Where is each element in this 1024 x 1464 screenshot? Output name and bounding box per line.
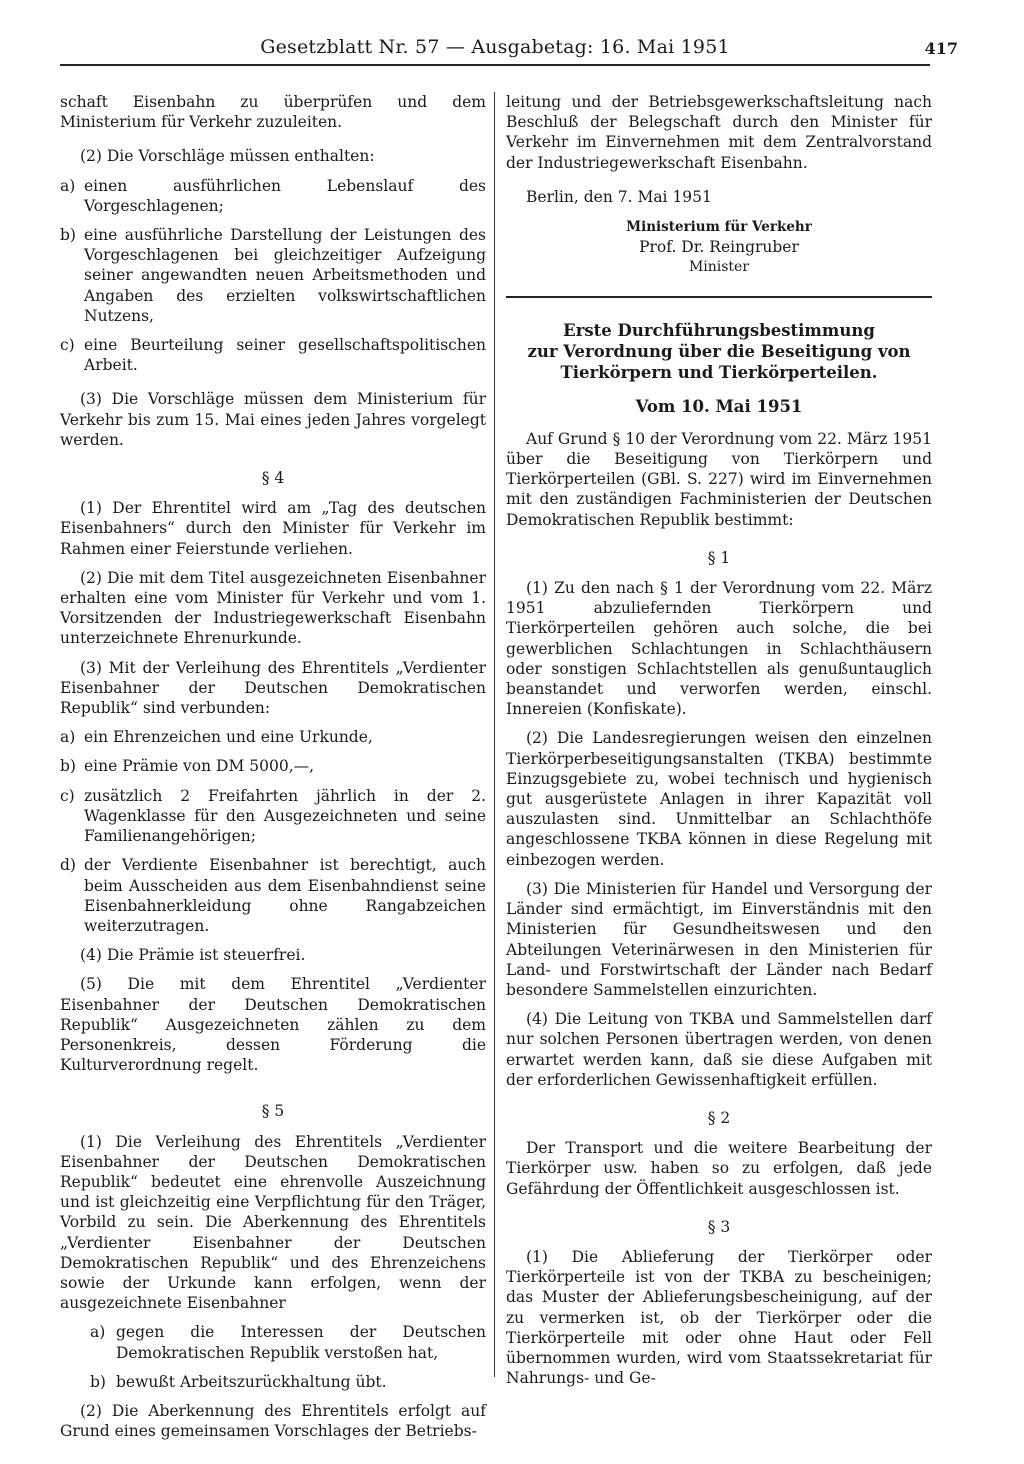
list-marker: b)	[90, 1372, 106, 1391]
list-item	[60, 225, 486, 326]
document-title	[506, 320, 932, 383]
section-3-heading: § 3	[707, 1217, 731, 1236]
section-4-paragraph-4: (4) Die Prämie ist steuerfrei.	[80, 946, 306, 965]
section-4-paragraph-5: (5) Die mit dem Ehrentitel „Verdienter Eisenbahner der Deutschen Demokratischen Republik“ Ausgezeichneten zählen zu dem Personenkreis, dessen Förderung die Kulturverordnung regelt.	[60, 975, 486, 1075]
list-marker: d)	[60, 856, 76, 875]
document-title-line: Tierkörpern und Tierkörperteilen.	[560, 362, 878, 382]
document-date: Vom 10. Mai 1951	[635, 396, 803, 416]
section-3-paragraph-1: (1) Die Ablieferung der Tierkörper oder Tierkörperteile ist von der TKBA zu bescheinigen; das Muster der Ablieferungsbescheinigung, auf der zu vermerken ist, ob der Tierkörper oder die Tierkörperteile mit oder ohne Haut oder Fell übernommen wurden, wird vom Staatssekretariat für Nahrungs- und Ge-	[506, 1247, 932, 1388]
section-5-paragraph-1: (1) Die Verleihung des Ehrentitels „Verdienter Eisenbahner der Deutschen Demokratischen Republik“ bedeutet eine ehrenvolle Auszeichnung und ist gleichzeitig eine Verpflichtung für den Träger, Vorbild zu sein. Die Aberkennung des Ehrentitels „Verdienter Eisenbahner der Deutschen Demokratischen Republik“ und des Ehrenzeichens sowie der Urkunde kann erfolgen, wenn der ausgezeichnete Eisenbahner	[60, 1132, 486, 1313]
left-column	[60, 92, 486, 1441]
section-1-paragraph-3: (3) Die Ministerien für Handel und Versorgung der Länder sind ermächtigt, im Einverständnis mit den Ministerien für Gesundheitswesen und den Abteilungen Veterinärwesen in den Ministerien für Land- und Forstwirtschaft der Länder nach Bedarf besondere Sammelstellen einzurichten.	[506, 879, 932, 999]
page-header	[60, 36, 958, 66]
section-2-paragraph-1: Der Transport und die weitere Bearbeitung der Tierkörper usw. haben so zu erfolgen, daß jede Gefährdung der Öffentlichkeit ausgeschlossen ist.	[506, 1139, 932, 1198]
section-4-paragraph-1: (1) Der Ehrentitel wird am „Tag des deutschen Eisenbahners“ durch den Minister für Verkehr im Rahmen einer Feierstunde verliehen.	[60, 499, 486, 558]
list-item	[60, 335, 486, 375]
right-column	[506, 92, 932, 1388]
list-text: der Verdiente Eisenbahner ist berechtigt, auch beim Ausscheiden aus dem Eisenbahndienst seine Eisenbahnerkleidung ohne Rangabzeichen weiterzutragen.	[84, 856, 486, 935]
section-5-paragraph-2: (2) Die Aberkennung des Ehrentitels erfolgt auf Grund eines gemeinsamen Vorschlages der Betriebs-	[60, 1401, 486, 1441]
list-item	[60, 1322, 486, 1362]
list-text: eine Beurteilung seiner gesellschaftspolitischen Arbeit.	[84, 336, 486, 375]
list-text: eine Prämie von DM 5000,—,	[84, 757, 315, 776]
list-marker: a)	[60, 728, 76, 747]
list-marker: b)	[60, 757, 76, 776]
section-1-paragraph-2: (2) Die Landesregierungen weisen den einzelnen Tierkörperbeseitigungsanstalten (TKBA) bestimmte Einzugsgebiete zu, wobei technisch und hygienisch gut ausgerüstete Anlagen in ihrer Kapazität voll auszulasten sind. Unmittelbar an Schlachthöfe angeschlossene TKBA können in diese Regelung mit einbezogen werden.	[506, 729, 932, 869]
continuation-text: leitung und der Betriebsgewerkschaftsleitung nach Beschluß der Belegschaft durch den Minister für Verkehr im Einvernehmen mit dem Zentralvorstand der Industriegewerkschaft Eisenbahn.	[506, 93, 932, 172]
section-1-heading: § 1	[707, 548, 731, 567]
section-4-paragraph-2: (2) Die mit dem Titel ausgezeichneten Eisenbahner erhalten eine vom Minister für Verkehr und vom 1. Vorsitzenden der Industriegewerkschaft Eisenbahn unterzeichnete Ehrenurkunde.	[60, 568, 486, 648]
list-marker: b)	[60, 226, 76, 245]
section-1-paragraph-1: (1) Zu den nach § 1 der Verordnung vom 22. März 1951 abzuliefernden Tierkörpern und Tierkörperteilen gehören auch solche, die bei gewerblichen Schlachtungen in Schlachthäusern oder sonstigen Schlachtstellen als genußuntauglich beanstandet und verworfen werden, einschl. Innereien (Konfiskate).	[506, 579, 932, 719]
header-rule	[60, 64, 930, 66]
list-item	[60, 727, 486, 747]
place-date: Berlin, den 7. Mai 1951	[526, 187, 712, 206]
list-item	[60, 855, 486, 936]
section-rule	[506, 296, 932, 298]
list-text: ein Ehrenzeichen und eine Urkunde,	[84, 728, 373, 747]
list-item	[60, 756, 486, 776]
list-item	[60, 176, 486, 216]
paragraph-2-intro: (2) Die Vorschläge müssen enthalten:	[80, 147, 375, 166]
page-number: 417	[924, 39, 958, 58]
list-item	[60, 786, 486, 847]
section-4-heading: § 4	[261, 469, 285, 488]
list-marker: a)	[90, 1323, 106, 1342]
intro-line: schaft Eisenbahn zu überprüfen und dem Ministerium für Verkehr zuzuleiten.	[60, 93, 486, 132]
paragraph-3: (3) Die Vorschläge müssen dem Ministerium für Verkehr bis zum 15. Mai eines jeden Jahres vorgelegt werden.	[60, 390, 486, 449]
list-item	[60, 1372, 486, 1392]
document-title-line: zur Verordnung über die Beseitigung von	[527, 341, 911, 361]
section-2-heading: § 2	[707, 1108, 731, 1127]
list-text: eine ausführliche Darstellung der Leistungen des Vorgeschlagenen bei gleichzeitiger Aufzeigung seiner angewandten neuen Arbeitsmethoden und Angaben des erzielten volkswirtschaftlichen Nutzens,	[84, 226, 486, 325]
list-marker: c)	[60, 336, 75, 355]
gazette-title: Gesetzblatt Nr. 57 — Ausgabetag: 16. Mai 1951	[260, 36, 730, 58]
document-title-line: Erste Durchführungsbestimmung	[563, 320, 875, 340]
preamble: Auf Grund § 10 der Verordnung vom 22. März 1951 über die Beseitigung von Tierkörpern und Tierkörperteilen (GBl. S. 227) wird im Einvernehmen mit den zuständigen Fachministerien der Deutschen Demokratischen Republik bestimmt:	[506, 429, 932, 529]
signatory-name: Prof. Dr. Reingruber	[639, 238, 799, 257]
ministry-name: Ministerium für Verkehr	[626, 219, 812, 236]
section-4-paragraph-3: (3) Mit der Verleihung des Ehrentitels „Verdienter Eisenbahner der Deutschen Demokratischen Republik“ sind verbunden:	[60, 658, 486, 718]
list-text: bewußt Arbeitszurückhaltung übt.	[116, 1372, 387, 1391]
list-text: einen ausführlichen Lebenslauf des Vorgeschlagenen;	[84, 176, 486, 215]
signatory-title: Minister	[688, 259, 750, 276]
section-1-paragraph-4: (4) Die Leitung von TKBA und Sammelstellen darf nur solchen Personen übertragen werden, von denen erwartet werden kann, daß sie diese Aufgaben mit der erforderlichen Gewissenhaftigkeit erfüllen.	[506, 1010, 932, 1089]
list-text: zusätzlich 2 Freifahrten jährlich in der 2. Wagenklasse für den Ausgezeichneten und seine Familienangehörigen;	[84, 786, 486, 846]
list-text: gegen die Interessen der Deutschen Demokratischen Republik verstoßen hat,	[116, 1323, 486, 1362]
list-marker: a)	[60, 176, 76, 195]
section-5-heading: § 5	[261, 1102, 285, 1121]
column-divider	[494, 92, 495, 1377]
list-marker: c)	[60, 786, 75, 805]
